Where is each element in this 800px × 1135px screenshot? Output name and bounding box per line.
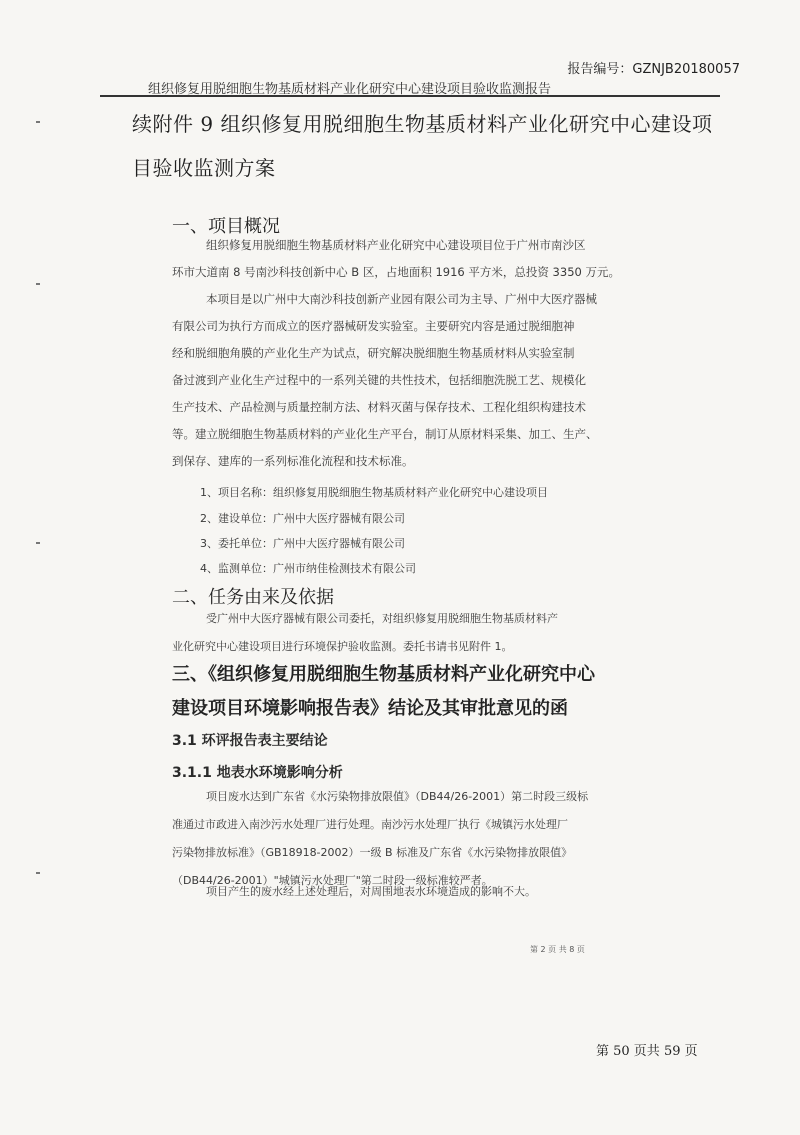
para-line: 有限公司为执行方而成立的医疗器械研发实验室。主要研究内容是通过脱细胞神 — [172, 319, 575, 333]
para-line: 本项目是以广州中大南沙科技创新产业园有限公司为主导、广州中大医疗器械 — [206, 292, 597, 306]
para-line: 项目废水达到广东省《水污染物排放限值》（DB44/26-2001）第二时段三级标 — [206, 790, 589, 803]
para-line: 组织修复用脱细胞生物基质材料产业化研究中心建设项目位于广州市南沙区 — [206, 238, 586, 252]
section2-heading: 二、任务由来及依据 — [172, 587, 334, 608]
section3-para2: 项目产生的废水经上述处理后，对周围地表水环境造成的影响不大。 — [206, 885, 536, 898]
subsection-3-1-1: 3.1.1 地表水环境影响分析 — [172, 765, 343, 781]
project-item: 3、委托单位：广州中大医疗器械有限公司 — [200, 537, 405, 550]
para-line: 备过渡到产业化生产过程中的一系列关键的共性技术，包括细胞洗脱工艺、规模化 — [172, 373, 586, 387]
scan-speck — [36, 121, 40, 123]
project-item: 4、监测单位：广州市纳佳检测技术有限公司 — [200, 562, 416, 575]
page-number-footer: 第 50 页共 59 页 — [596, 1044, 698, 1059]
scan-speck — [36, 283, 40, 285]
scan-speck — [36, 542, 40, 544]
header-rule — [100, 95, 720, 97]
attachment-title-line2: 目验收监测方案 — [132, 156, 276, 180]
para-line: 准通过市政进入南沙污水处理厂进行处理。南沙污水处理厂执行《城镇污水处理厂 — [172, 818, 568, 831]
para-line: 经和脱细胞角膜的产业化生产为试点，研究解决脱细胞生物基质材料从实验室制 — [172, 346, 575, 360]
para-line: 污染物排放标准》（GB18918-2002）一级 B 标准及广东省《水污染物排放限值》 — [172, 846, 573, 859]
subsection-3-1: 3.1 环评报告表主要结论 — [172, 733, 328, 749]
report-number: 报告编号：GZNJB20180057 — [567, 62, 740, 77]
para-line: 业化研究中心建设项目进行环境保护验收监测。委托书请书见附件 1。 — [172, 640, 513, 653]
section1-heading: 一、项目概况 — [172, 216, 280, 237]
section2-para — [172, 605, 642, 661]
para-line: 受广州中大医疗器械有限公司委托，对组织修复用脱细胞生物基质材料产 — [206, 612, 558, 625]
para-line: 环市大道南 8 号南沙科技创新中心 B 区，占地面积 1916 平方米，总投资 3350 万元。 — [172, 265, 620, 279]
running-header: 组织修复用脱细胞生物基质材料产业化研究中心建设项目验收监测报告 — [148, 82, 552, 97]
para-line: 到保存、建库的一系列标准化流程和技术标准。 — [172, 454, 414, 468]
project-item: 2、建设单位：广州中大医疗器械有限公司 — [200, 512, 405, 525]
para-line: 生产技术、产品检测与质量控制方法、材料灭菌与保存技术、工程化组织构建技术 — [172, 400, 586, 414]
project-item: 1、项目名称：组织修复用脱细胞生物基质材料产业化研究中心建设项目 — [200, 486, 548, 499]
para-line: （DB44/26-2001）"城镇污水处理厂"第二时段一级标准较严者。 — [172, 874, 493, 887]
section3-heading-line2: 建设项目环境影响报告表》结论及其审批意见的函 — [172, 698, 568, 719]
section1-para1 — [172, 232, 642, 286]
para-line: 等。建立脱细胞生物基质材料的产业化生产平台，制订从原材料采集、加工、生产、 — [172, 427, 598, 441]
inner-page-number: 第 2 页 共 8 页 — [530, 945, 585, 954]
scan-speck — [36, 872, 40, 874]
attachment-title-line1: 续附件 9 组织修复用脱细胞生物基质材料产业化研究中心建设项 — [132, 112, 713, 136]
section3-heading-line1: 三、《组织修复用脱细胞生物基质材料产业化研究中心 — [172, 664, 595, 685]
section1-para2 — [172, 286, 642, 475]
